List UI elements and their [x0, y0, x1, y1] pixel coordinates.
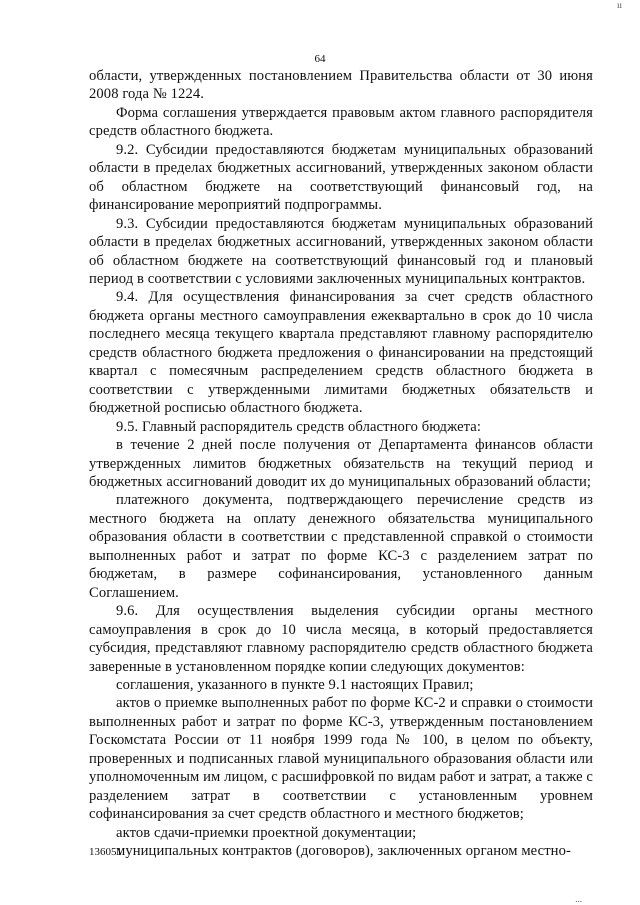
- paragraph-9-6-item-2: актов о приемке выполненных работ по форме КС-2 и справки о стоимости выполненных работ и затрат по форме КС-3, утвержденным постановлением Госкомстата России от 11 ноября 1999 года № 100, в целом по объекту, проверенных и подписанных главой муниципального образования области или уполномоченным им лицом, с расшифровкой по видам работ и затрат, а также с разделением затрат в соответствии с установленным уровнем софинансирования за счет средств областного и местного бюджетов;: [89, 695, 593, 823]
- page-number: 64: [314, 53, 326, 65]
- paragraph-9-5-item-1: в течение 2 дней после получения от Департамента финансов области утвержденных лимитов бюджетных обязательств на текущий период и бюджетных ассигнований доводит их до муниципальных образований области;: [89, 437, 593, 490]
- document-body: [89, 67, 593, 860]
- paragraph-agreement-form: Форма соглашения утверждается правовым актом главного распорядителя средств областного бюджета.: [89, 104, 593, 140]
- paragraph-9-6-item-3: актов сдачи-приемки проектной документации;: [116, 824, 417, 841]
- paragraph-9-6: 9.6. Для осуществления выделения субсидии органы местного самоуправления в срок до 10 числа месяца, в который предоставляется субсидия, представляют главному распорядителю средств областного бюджета заверенные в установленном порядке копии следующих документов:: [89, 603, 593, 675]
- paragraph-9-6-item-1: соглашения, указанного в пункте 9.1 настоящих Правил;: [116, 676, 474, 693]
- corner-scan-mark: ıı: [616, 0, 622, 10]
- corner-scan-mark-bottom: ...: [575, 894, 582, 904]
- paragraph-9-2: 9.2. Субсидии предоставляются бюджетам муниципальных образований области в пределах бюджетных ассигнований, утвержденных законом области об областном бюджете на соответствующий финансовый год, на финансирование мероприятий подпрограммы.: [89, 141, 593, 214]
- paragraph-continuation: области, утвержденных постановлением Правительства области от 30 июня 2008 года № 1224.: [89, 68, 593, 103]
- paragraph-9-3: 9.3. Субсидии предоставляются бюджетам муниципальных образований области в пределах бюджетных ассигнований, утвержденных законом области об областном бюджете на соответствующий финансовый год и плановый период в соответствии с условиями заключенных муниципальных контрактов.: [89, 215, 593, 287]
- paragraph-9-5: 9.5. Главный распорядитель средств областного бюджета:: [116, 418, 482, 435]
- footer-document-code: 136051: [89, 846, 122, 858]
- paragraph-9-4: 9.4. Для осуществления финансирования за счет средств областного бюджета органы местного самоуправления ежеквартально в срок до 10 числа последнего месяца текущего квартала представляют главному распорядителю средств областного бюджета предложения о финансировании на предстоящий квартал с помесячным распределением средств областного бюджета в соответствии с утвержденными лимитами бюджетных обязательств и бюджетной росписью областного бюджета.: [89, 289, 593, 417]
- paragraph-9-5-item-2: платежного документа, подтверждающего перечисление средств из местного бюджета на оплату денежного обязательства муниципального образования области в соответствии с представленной справкой о стоимости выполненных работ и затрат по форме КС-3 с разделением затрат по бюджетам, в размере софинансирования, установленного данным Соглашением.: [89, 492, 593, 601]
- paragraph-9-6-item-4: муниципальных контрактов (договоров), заключенных органом местно-: [116, 843, 571, 860]
